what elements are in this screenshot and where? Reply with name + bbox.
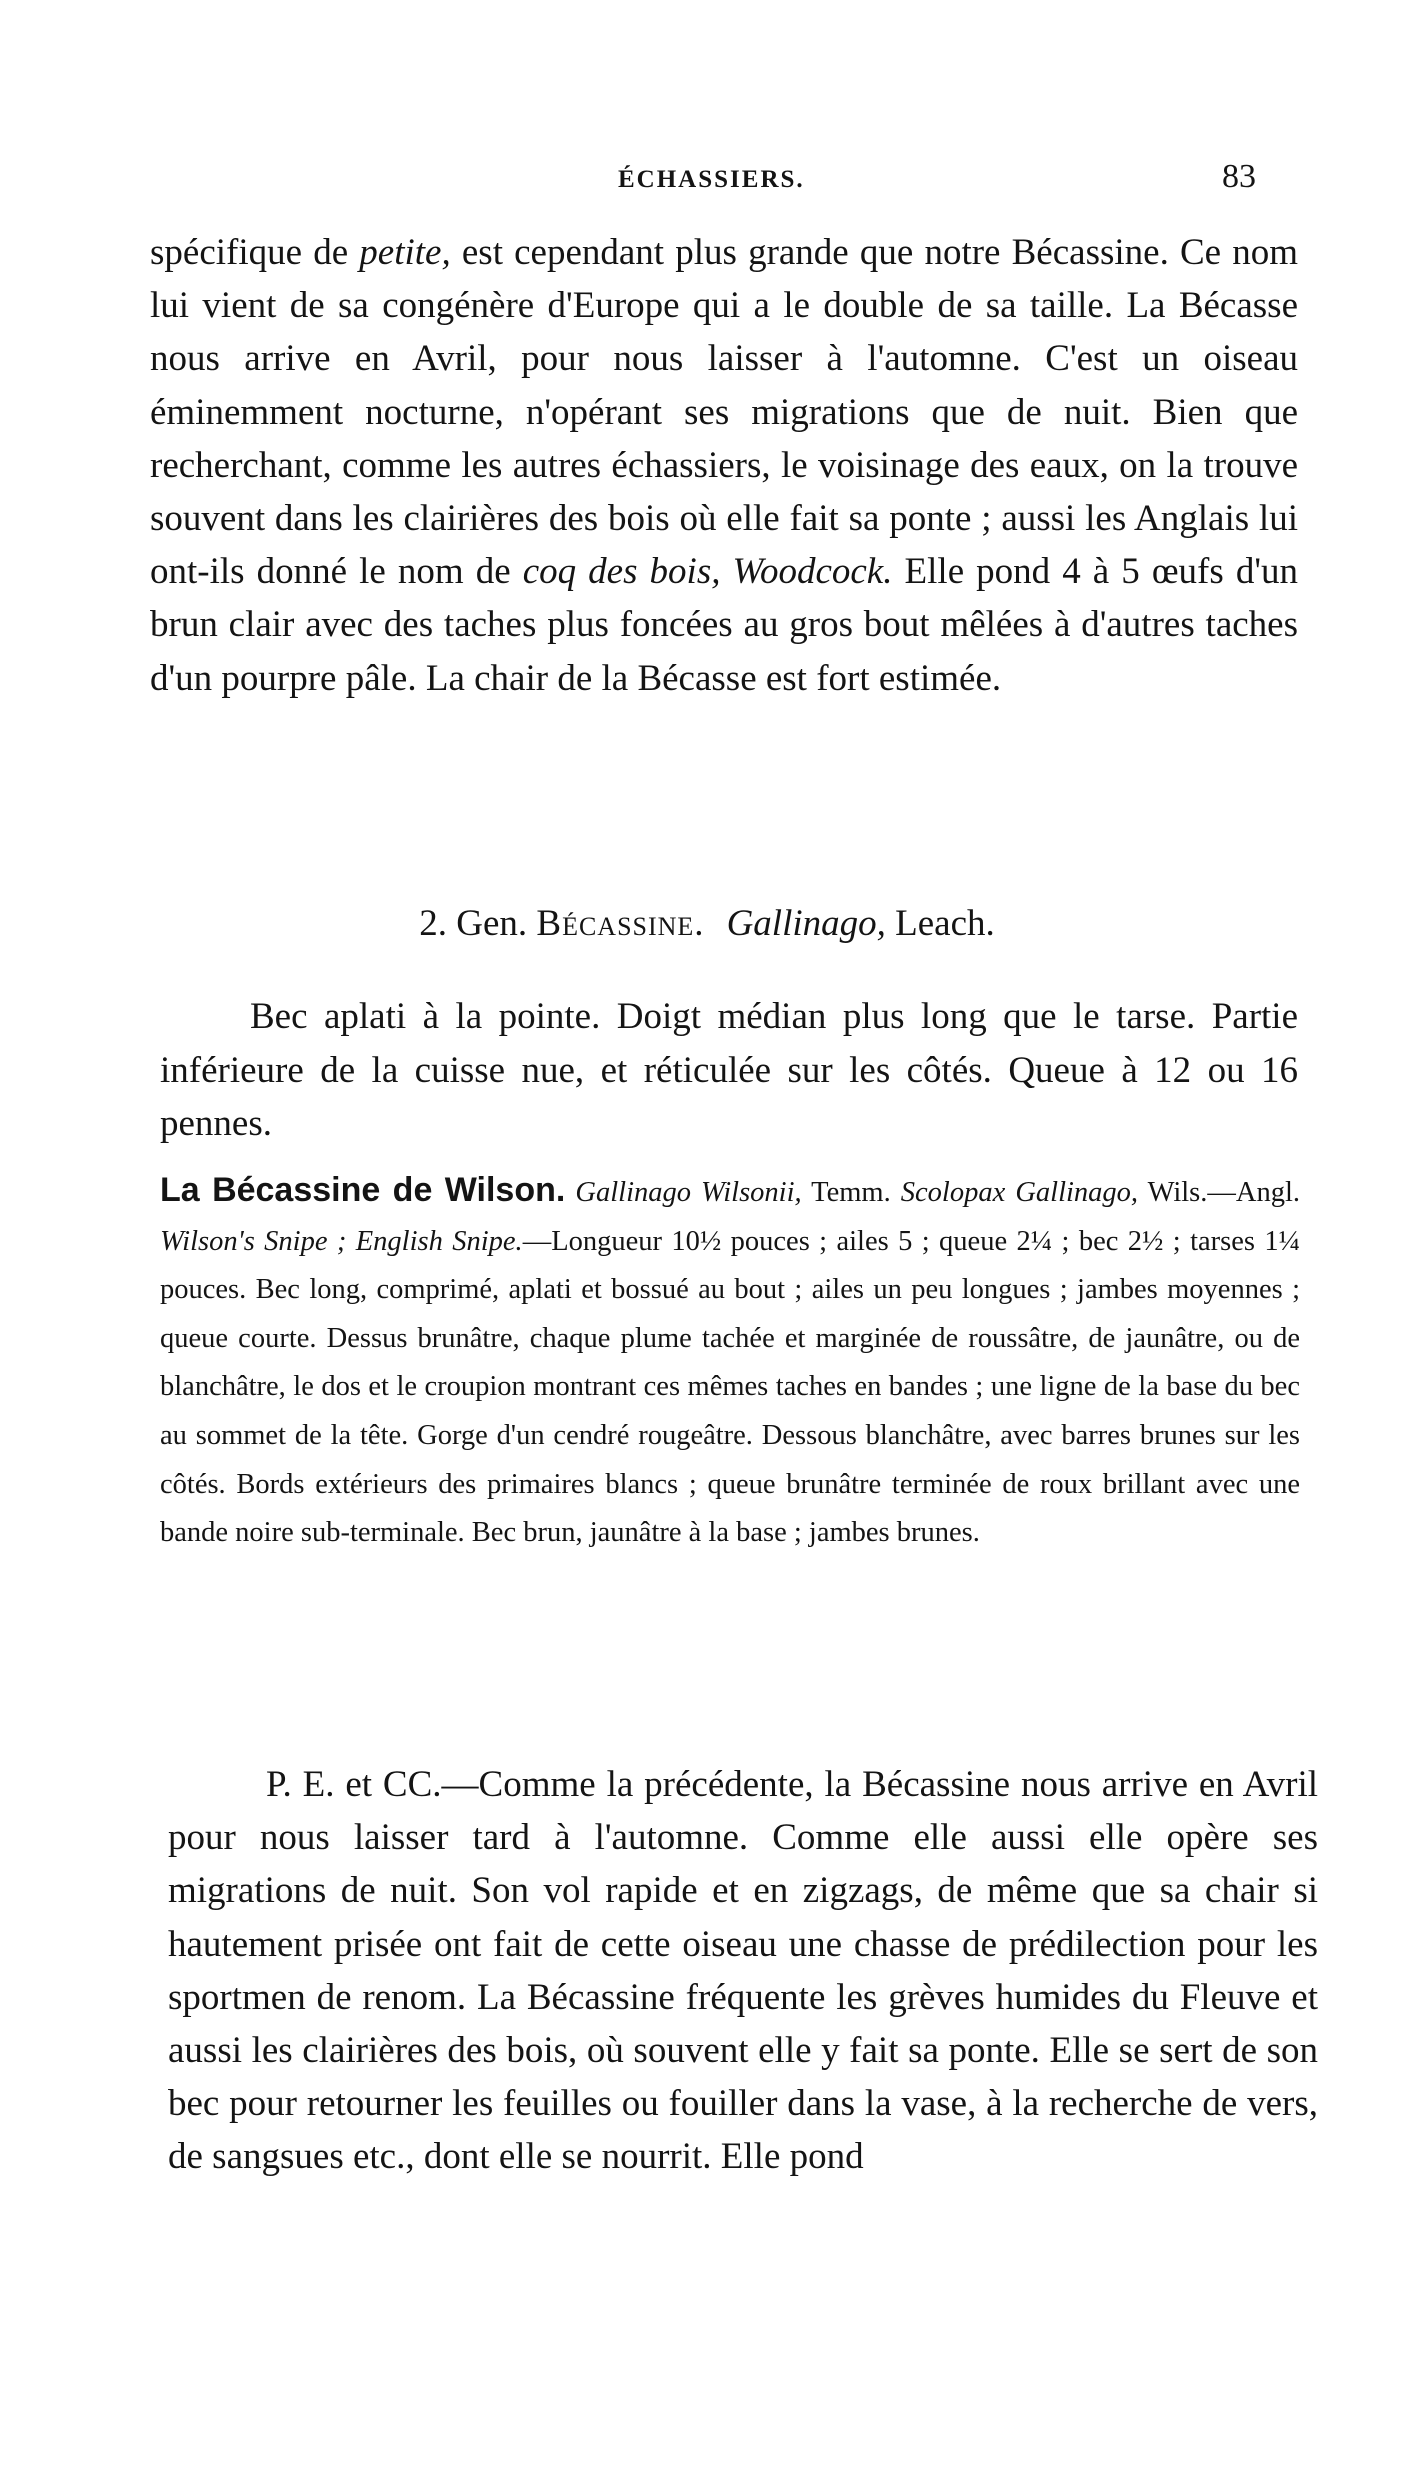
species-latin-scolopax: Scolopax Gallinago, — [900, 1177, 1139, 1208]
species-authority-temm: Temm. — [801, 1177, 901, 1208]
genus-latin: Gallinago, — [726, 903, 886, 944]
species-latin-gallinago: Gallinago Wilsonii, — [575, 1177, 802, 1208]
genus-author: Leach. — [895, 903, 995, 944]
para1-italic-woodcock: coq des bois, Woodcock. — [522, 551, 893, 593]
species-entry — [160, 1166, 1300, 1558]
paragraph-becassine-habits: P. E. et CC.—Comme la précédente, la Bécassine nous arrive en Avril pour nous laisser tard à l'automne. Comme elle aussi elle opère ses migrations de nuit. Son vol rapide et en zigzags, de même que sa chair si hautement prisée ont fait de cette oiseau une chasse de prédilection pour les sportmen de renom. La Bécassine fréquente les grèves humides du Fleuve et aussi les clairières des bois, où souvent elle y fait sa ponte. Elle se sert de son bec pour retourner les feuilles ou fouiller dans la vase, à la recherche de vers, de sangsues etc., dont elle se nourrit. Elle pond — [168, 1764, 1318, 2178]
genus-name: Bécassine. — [536, 903, 705, 944]
para1-text-a: spécifique de — [150, 232, 360, 273]
page-number: 83 — [1222, 158, 1256, 195]
genus-description: Bec aplati à la pointe. Doigt médian plus long que le tarse. Partie inférieure de la cuisse nue, et réticulée sur les côtés. Queue à 12 ou 16 pennes. — [160, 996, 1298, 1144]
para1-italic-petite: petite, — [359, 232, 451, 273]
para1-text-c: Elle pond 4 à 5 œufs d'un brun clair avec des taches plus foncées au gros bout mêlées à d'autres taches d'un pourpre pâle. La chair de la Bécasse est fort estimée. — [150, 551, 1298, 699]
species-name: La Bécassine de Wilson. — [160, 1171, 566, 1209]
page-header — [0, 156, 1414, 216]
species-authority-wils: Wils.—Angl. — [1138, 1177, 1301, 1208]
genus-number: 2. Gen. — [419, 903, 528, 944]
paragraph-becasse-continued — [150, 226, 1298, 705]
species-english-names: Wilson's Snipe ; English Snipe. — [160, 1225, 523, 1257]
running-title: ÉCHASSIERS. — [618, 166, 805, 193]
genus-heading — [0, 902, 1414, 945]
para1-text-b: est cependant plus grande que notre Bécassine. Ce nom lui vient de sa congénère d'Europe qui a le double de sa taille. La Bécasse nous arrive en Avril, pour nous laisser à l'automne. C'est un oiseau éminemment nocturne, n'opérant ses migrations que de nuit. Bien que recherchant, comme les autres échassiers, le voisinage des eaux, on la trouve souvent dans les clairières des bois où elle fait sa ponte ; aussi les Anglais lui ont-ils donné le nom de — [150, 232, 1298, 593]
species-description: —Longueur 10½ pouces ; ailes 5 ; queue 2¼ ; bec 2½ ; tarses 1¼ pouces. Bec long, comprimé, aplati et bossué au bout ; ailes un peu longues ; jambes moyennes ; queue courte. Dessus brunâtre, chaque plume tachée et marginée de roussâtre, de jaunâtre, ou de blanchâtre, le dos et le croupion montrant ces mêmes taches en bandes ; une ligne de la base du bec au sommet de la tête. Gorge d'un cendré rougeâtre. Dessous blanchâtre, avec barres brunes sur les côtés. Bords extérieurs des primaires blancs ; queue brunâtre terminée de roux brillant avec une bande noire sub-terminale. Bec brun, jaunâtre à la base ; jambes brunes. — [160, 1225, 1300, 1549]
